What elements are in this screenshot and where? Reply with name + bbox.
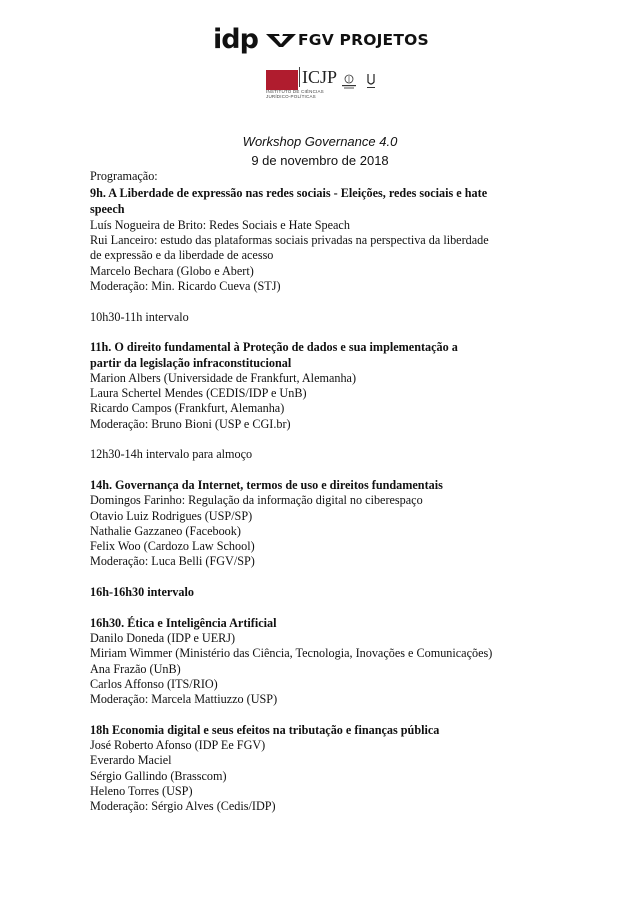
icjp-red-block — [266, 70, 298, 90]
session-line: Luís Nogueira de Brito: Redes Sociais e Hate Speach — [90, 217, 350, 232]
session-block — [90, 723, 560, 815]
session-line: Ricardo Campos (Frankfurt, Alemanha) — [90, 401, 285, 416]
session-line: Marion Albers (Universidade de Frankfurt, Alemanha) — [90, 370, 357, 385]
session-line: Otavio Luiz Rodrigues (USP/SP) — [90, 508, 253, 523]
workshop-date: 9 de novembro de 2018 — [251, 153, 389, 168]
session-title: 9h. A Liberdade de expressão nas redes sociais - Eleições, redes sociais e hate — [90, 186, 488, 201]
session-line: Marcelo Bechara (Globo e Abert) — [90, 263, 254, 278]
session-line: Miriam Wimmer (Ministério das Ciência, Tecnologia, Inovações e Comunicações) — [90, 646, 493, 661]
session-title: 14h. Governança da Internet, termos de uso e direitos fundamentais — [90, 477, 443, 492]
program-content — [90, 169, 560, 814]
program-label: Programação: — [90, 169, 158, 183]
session-block — [90, 616, 560, 708]
session-line: Laura Schertel Mendes (CEDIS/IDP e UnB) — [90, 386, 307, 401]
session-line: Sérgio Gallindo (Brasscom) — [90, 768, 227, 783]
icjp-letters: ICJP — [299, 67, 337, 87]
logo-row — [0, 26, 640, 58]
session-line: Rui Lanceiro: estudo das plataformas sociais privadas na perspectiva da liberdade — [90, 233, 489, 248]
session-line: de expressão e da liberdade de acesso — [90, 248, 274, 263]
session-line: Ana Frazão (UnB) — [90, 661, 181, 676]
session-line: Moderação: Bruno Bioni (USP e CGI.br) — [90, 416, 291, 431]
session-line: Heleno Torres (USP) — [90, 783, 193, 798]
session-line: Everardo Maciel — [90, 753, 172, 768]
session-line: Moderação: Sérgio Alves (Cedis/IDP) — [90, 799, 276, 814]
session-line: Danilo Doneda (IDP e UERJ) — [90, 630, 236, 645]
session-line: Felix Woo (Cardozo Law School) — [90, 539, 255, 554]
session-line: José Roberto Afonso (IDP Ee FGV) — [90, 737, 266, 752]
session-line: Carlos Affonso (ITS/RIO) — [90, 676, 218, 691]
faculty-seal-icon — [340, 74, 358, 90]
fgv-logo-mark-icon — [266, 32, 296, 48]
icjp-subtitle: INSTITUTO DE CIÊNCIAS JURÍDICO-POLÍTICAS — [266, 89, 324, 99]
icjp-logo — [266, 67, 378, 99]
break-line: 10h30-11h intervalo — [90, 309, 189, 324]
session-block — [90, 478, 560, 570]
session-title-cont: partir da legislação infraconstitucional — [90, 355, 292, 370]
session-block — [90, 340, 560, 432]
session-title: 18h Economia digital e seus efeitos na tributação e finanças pública — [90, 722, 440, 737]
fgv-projetos-logo: FGV PROJETOS — [298, 31, 429, 49]
session-title-cont: speech — [90, 201, 125, 216]
session-title: 11h. O direito fundamental à Proteção de dados e sua implementação a — [90, 340, 458, 355]
session-title: 16h30. Ética e Inteligência Artificial — [90, 615, 277, 630]
university-seal-icon — [366, 72, 376, 90]
break-line: 16h-16h30 intervalo — [90, 585, 194, 600]
idp-logo: idp — [213, 24, 258, 55]
session-line: Moderação: Luca Belli (FGV/SP) — [90, 554, 255, 569]
session-line: Moderação: Marcela Mattiuzzo (USP) — [90, 692, 278, 707]
session-line: Domingos Farinho: Regulação da informação digital no ciberespaço — [90, 493, 423, 508]
session-block — [90, 186, 560, 294]
session-line: Nathalie Gazzaneo (Facebook) — [90, 523, 241, 538]
workshop-title: Workshop Governance 4.0 — [242, 134, 398, 149]
break-line: 12h30-14h intervalo para almoço — [90, 447, 253, 462]
session-line: Moderação: Min. Ricardo Cueva (STJ) — [90, 279, 281, 294]
